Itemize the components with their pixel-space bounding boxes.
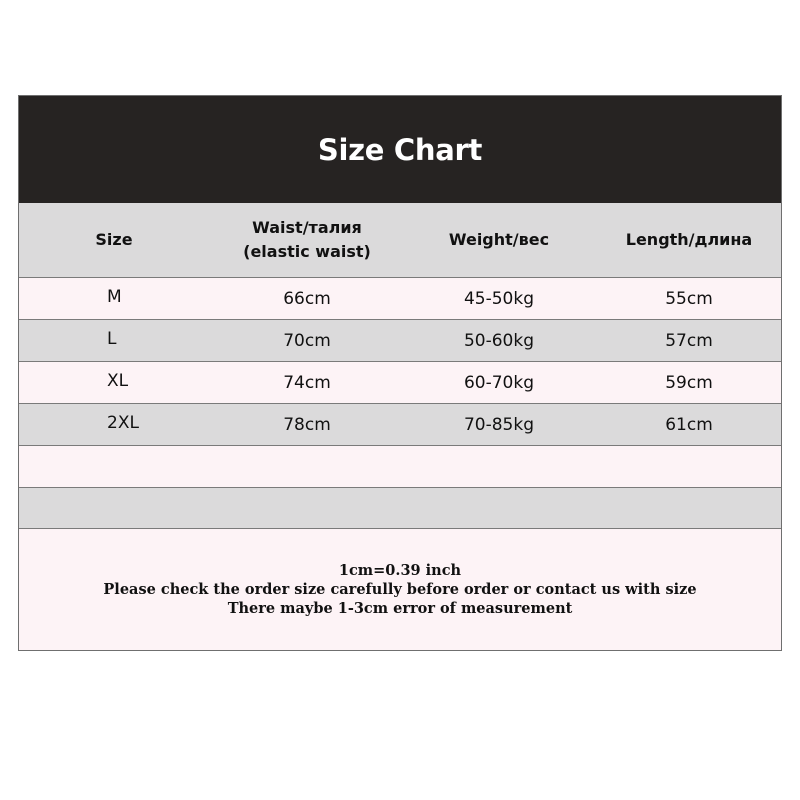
header-waist (212, 203, 402, 277)
table-row (19, 404, 781, 446)
empty-row (19, 446, 781, 488)
title-bar (19, 96, 781, 203)
table-row (19, 362, 781, 404)
note-line: There maybe 1-3cm error of measurement (227, 600, 573, 617)
row-weight: 60-70kg (463, 372, 535, 393)
header-row (19, 203, 781, 278)
row-waist: 74cm (283, 372, 331, 393)
header-waist-line2: (elastic waist) (243, 242, 371, 261)
header-length: Length/длина (625, 230, 753, 249)
table-row (19, 278, 781, 320)
size-chart (18, 95, 782, 651)
empty-row (19, 488, 781, 529)
row-size: XL (107, 370, 129, 391)
table-row (19, 320, 781, 362)
row-waist: 66cm (283, 288, 331, 309)
row-length: 61cm (665, 414, 713, 435)
header-size: Size (95, 230, 133, 249)
header-waist-line1: Waist/талия (252, 218, 362, 237)
row-weight: 50-60kg (463, 330, 535, 351)
notes-section (19, 529, 781, 650)
header-weight: Weight/вес (448, 230, 550, 249)
row-weight: 45-50kg (463, 288, 535, 309)
note-line: 1cm=0.39 inch (338, 562, 462, 579)
row-length: 59cm (665, 372, 713, 393)
row-length: 57cm (665, 330, 713, 351)
row-length: 55cm (665, 288, 713, 309)
row-size: L (107, 328, 117, 349)
row-size: 2XL (107, 412, 139, 433)
note-line: Please check the order size carefully before order or contact us with size (103, 581, 697, 598)
row-waist: 78cm (283, 414, 331, 435)
row-weight: 70-85kg (463, 414, 535, 435)
chart-title: Size Chart (317, 132, 483, 167)
row-waist: 70cm (283, 330, 331, 351)
row-size: M (107, 286, 122, 307)
